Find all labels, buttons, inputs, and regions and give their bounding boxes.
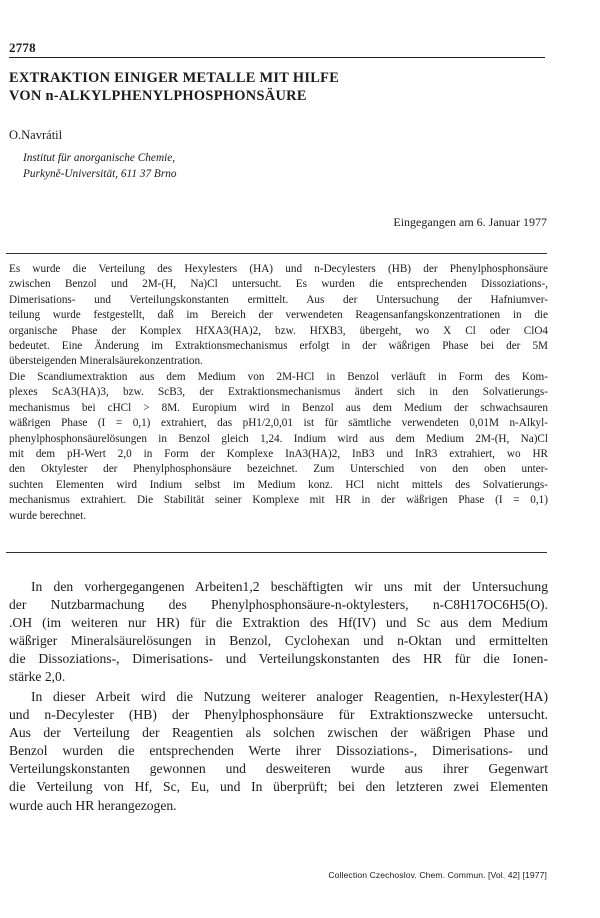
page-number: 2778 <box>9 40 36 55</box>
journal-citation-footer: Collection Czechoslov. Chem. Commun. [Vol. 42] [1977] <box>328 870 547 880</box>
abstract-line: mit dem pH-Wert 2,0 in Form der Komplexe InA3(HA)2, InB3 und InR3 extrahiert, wo HR <box>9 447 548 460</box>
title-line-2: VON n-ALKYLPHENYLPHOSPHONSÄURE <box>9 88 307 104</box>
body-line: die Dissoziations-, Dimerisations- und Verteilungskonstanten des HR für die Ionen- <box>9 651 548 667</box>
abstract-line: Es wurde die Verteilung des Hexylesters (HA) und n-Decylesters (HB) der Phenylphosphonsäure <box>9 263 548 275</box>
abstract-line: den Oktylester der Phenylphosphonsäure bezeichnet. Zum Unterschied von den oben unter- <box>9 463 548 476</box>
body-paragraph-1 <box>9 578 548 687</box>
body-paragraph-2 <box>9 688 548 815</box>
body-line: Benzol wurden die entsprechenden Werte ihrer Dissoziations-, Dimerisations- und <box>9 743 548 759</box>
abstract-line: zwischen Benzol und 2M-(H, Na)Cl untersucht. Es wurden die entsprechenden Dissoziations-, <box>9 278 548 291</box>
affiliation-line-1: Institut für anorganische Chemie, <box>23 152 176 164</box>
abstract-line: wurde berechnet. <box>9 509 87 522</box>
abstract-line: mechanismus extrahiert. Die Stabilität seiner Komplexe mit HR in der wäßrigen Phase (I = 0,1) <box>9 494 548 507</box>
body-line: wurde auch HR herangezogen. <box>9 797 177 813</box>
abstract-paragraph-1 <box>9 262 548 370</box>
abstract-line: teilung wurde festgestellt, daß im Bereich der verwendeten Reagensanfangskonzentrationen in die <box>9 309 548 322</box>
body-line: wäßriger Mineralsäurelösungen in Benzol, Cyclohexan und n-Oktan und ermittelten <box>9 633 548 649</box>
author-name: O.Navrátil <box>9 128 63 142</box>
abstract-line: wäßrigen Phase (I = 0,1) extrahiert, das pH1/2,0,01 ist für sämtliche verwendeten 0,01M n-Alkyl- <box>9 417 548 430</box>
body-line: In dieser Arbeit wird die Nutzung weiterer analoger Reagentien, n-Hexylester(HA) <box>31 689 548 704</box>
abstract-line: übersteigenden Mineralsäurekonzentration. <box>9 355 203 368</box>
body-line: .OH (im weiteren nur HR) für die Extraktion des Hf(IV) und Sc aus dem Medium <box>9 615 548 631</box>
body-line: In den vorhergegangenen Arbeiten1,2 beschäftigten wir uns mit der Untersuchung <box>31 579 548 594</box>
body-line: und n-Decylester (HB) der Phenylphosphonsäure für Extraktionszwecke untersucht. <box>9 707 548 723</box>
affiliation-line-2: Purkyně-Universität, 611 37 Brno <box>23 167 177 180</box>
body-line: Aus der Verteilung der Reagentien als solchen zwischen der wäßrigen Phase und <box>9 725 548 741</box>
body-line: die Verteilung von Hf, Sc, Eu, und In überprüft; bei den letzteren zwei Elementen <box>9 779 548 795</box>
header-rule <box>9 57 545 58</box>
abstract-line: Die Scandiumextraktion aus dem Medium von 2M-HCl in Benzol verläuft in Form des Kom- <box>9 371 548 383</box>
abstract-paragraph-2 <box>9 370 548 524</box>
abstract-line: bedeutet. Eine Änderung im Extraktionsmechanismus erfolgt in der wäßrigen Phase bei der 5M <box>9 339 548 352</box>
abstract-line: plexes ScA3(HA)3, bzw. ScB3, der Extraktionsmechanismus ändert sich in den Solvatierungs- <box>9 386 548 399</box>
abstract-line: suchten Elementen wird Indium selbst im Medium konz. HCl nicht mittels des Solvatierungs- <box>9 478 548 491</box>
body-line: der Nutzbarmachung des Phenylphosphonsäure-n-oktylesters, n-C8H17OC6H5(O). <box>9 597 548 613</box>
body-line: stärke 2,0. <box>9 669 66 685</box>
body-line: Verteilungskonstanten gewonnen und desweiteren wurde aus ihrer Gegenwart <box>9 761 548 777</box>
abstract-line: mechanismus bei cHCl > 8M. Europium wird in Benzol aus dem Medium der schwachsauren <box>9 401 548 414</box>
abstract-line: organische Phase der Komplex HfXA3(HA)2, bzw. HfXB3, übergeht, wo X Cl oder ClO4 <box>9 324 548 337</box>
title-line-1: EXTRAKTION EINIGER METALLE MIT HILFE <box>9 70 340 86</box>
author-affiliation <box>23 151 177 182</box>
abstract-line: phenylphosphonsäurelösungen in Benzol gleich 1,24. Indium wird aus dem Medium 2M-(H, Na)Cl <box>9 432 548 445</box>
article-title <box>9 69 549 105</box>
received-date: Eingegangen am 6. Januar 1977 <box>393 215 547 229</box>
abstract-line: Dimerisations- und Verteilungskonstanten ermittelt. Aus der Untersuchung der Hafniumver- <box>9 293 548 306</box>
